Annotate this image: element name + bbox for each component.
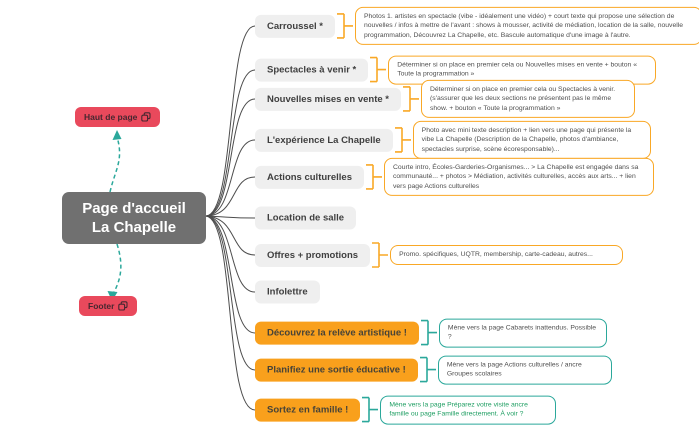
branch-row [255,7,699,45]
note-sortez-en-famille[interactable]: Mène vers la page Préparez votre visite ancre famille ou page Famille directement. À voir ? [380,396,556,425]
arrow-to-haut-de-page [110,137,120,192]
root-label-line1: Page d'accueil [82,200,186,217]
branch-row [255,356,612,385]
branch-node-experience-la-chapelle[interactable]: L'expérience La Chapelle [255,129,393,152]
root-node-page-accueil[interactable] [62,192,206,244]
note-actions-culturelles[interactable]: Courte intro, Écoles-Garderies-Organismes... > La Chapelle est engagée dans sa communauté... + photos > Médiation, activités culturelles, accès aux arts... + lien vers page Actions culturelles [384,158,654,196]
link-icon [141,112,151,122]
note-planifiez-sortie[interactable]: Mène vers la page Actions culturelles / ancre Groupes scolaires [438,356,612,385]
branch-row [255,207,356,230]
branch-row [255,396,556,425]
note-experience-la-chapelle[interactable]: Photo avec mini texte description + lien vers une page qui présente la vibe La Chapelle (Description de la Chapelle, photos d'ambiance, spectacles surprise, scène écoresponsable)... [413,121,651,159]
bracket-connector [337,12,353,40]
note-decouvrez-releve[interactable]: Mène vers la page Cabarets inattendus. Possible ? [439,319,607,348]
branch-row [255,241,623,269]
branch-row [255,121,651,159]
link-icon [118,301,128,311]
note-spectacles-a-venir[interactable]: Déterminer si on place en premier cela ou Nouvelles mises en vente + bouton « Toute la programmation » [388,56,656,85]
bracket-connector [395,126,411,154]
branch-node-decouvrez-releve[interactable]: Découvrez la relève artistique ! [255,322,419,345]
bracket-connector [403,85,419,113]
bracket-connector [372,241,388,269]
branch-node-planifiez-sortie[interactable]: Planifiez une sortie éducative ! [255,359,418,382]
branch-node-location-de-salle[interactable]: Location de salle [255,207,356,230]
branch-node-offres-promotions[interactable]: Offres + promotions [255,244,370,267]
branch-curves [206,26,255,410]
root-label-line2: La Chapelle [91,219,177,236]
arrowhead-up-icon [113,130,122,140]
node-haut-de-page[interactable] [75,107,160,127]
bracket-connector [362,396,378,424]
node-footer[interactable] [79,296,137,316]
branch-row [255,281,320,304]
node-label: Footer [88,301,115,311]
bracket-connector [366,163,382,191]
arrow-to-footer [114,244,121,292]
branch-node-sortez-en-famille[interactable]: Sortez en famille ! [255,399,360,422]
branch-node-nouvelles-mises-en-vente[interactable]: Nouvelles mises en vente * [255,88,401,111]
bracket-connector [420,356,436,384]
branch-node-spectacles-a-venir[interactable]: Spectacles à venir * [255,59,368,82]
note-offres-promotions[interactable]: Promo. spécifiques, UQTR, membership, carte-cadeau, autres... [390,245,623,264]
branch-row [255,80,635,118]
note-nouvelles-mises-en-vente[interactable]: Déterminer si on place en premier cela ou Spectacles à venir. (s'assurer que les deux sections ne présentent pas le même show. + bouton « Toute la programmation » [421,80,635,118]
note-carroussel[interactable]: Photos 1. artistes en spectacle (vibe - idéalement une vidéo) + court texte qui propose une sélection de nouvelles / infos à mettre de l'avant : shows à mousser, activité de médiation, location de la salle, nouvelle programmation, Découvrez La Chapelle, etc. Bascule automatique d'une image à l'autre. [355,7,699,45]
branch-node-actions-culturelles[interactable]: Actions culturelles [255,166,364,189]
branch-node-infolettre[interactable]: Infolettre [255,281,320,304]
branch-row [255,319,607,348]
bracket-connector [421,319,437,347]
branch-node-carroussel[interactable]: Carroussel * [255,15,335,38]
branch-row [255,158,654,196]
node-label: Haut de page [84,112,138,122]
